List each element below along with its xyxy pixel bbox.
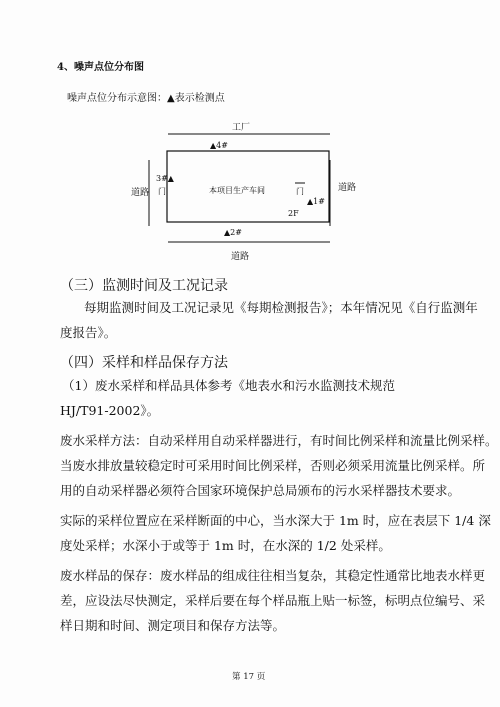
building-label: 本项目生产车间: [209, 186, 265, 195]
paragraph-line: 实际的采样位置应在采样断面的中心，当水深大于 1m 时，应在表层下 1/4 深: [60, 513, 491, 528]
section-title: （三）监测时间及工况记录: [60, 278, 228, 294]
diagram-caption: 噪声点位分布示意图：▲表示检测点: [67, 93, 225, 104]
paragraph-line: 当废水排放量较稳定时可采用时间比例采样，否则必须采用流量比例采样。所: [60, 458, 486, 473]
label-bottom-road: 道路: [231, 252, 250, 262]
noise-point-diagram: [0, 0, 500, 270]
page-number: 第 17 页: [232, 672, 266, 682]
paragraph-line: 样日期和时间、测定项目和保存方法等。: [60, 618, 286, 633]
label-factory: 工厂: [232, 123, 251, 133]
gate-left: 门: [158, 187, 166, 196]
paragraph-line: 度报告》。: [60, 325, 117, 340]
paragraph-line: 用的自动采样器必须符合国家环境保护总局颁布的污水采样器技术要求。: [60, 483, 461, 498]
paragraph-line: （1）废水采样和样品具体参考《地表水和污水监测技术规范: [62, 378, 395, 393]
point-2: ▲2#: [224, 228, 242, 237]
paragraph-line: 废水采样方法：自动采样用自动采样器进行，有时间比例采样和流量比例采样。: [60, 433, 498, 448]
paragraph-line: 每期监测时间及工况记录见《每期检测报告》；本年情况见《自行监测年: [84, 300, 478, 315]
paragraph-line: 废水样品的保存：废水样品的组成往往相当复杂，其稳定性通常比地表水样更: [60, 568, 486, 583]
paragraph-line: 差，应设法尽快测定，采样后要在每个样品瓶上贴一标签，标明点位编号、采: [60, 593, 486, 608]
point-1: ▲1#: [307, 197, 325, 206]
point-3: 3#▲: [156, 174, 174, 183]
label-right-road: 道路: [338, 183, 357, 193]
label-left-road: 道路: [131, 188, 150, 198]
section-heading: 4、噪声点位分布图: [57, 62, 144, 73]
section-title: （四）采样和样品保存方法: [60, 355, 228, 371]
floor-label: 2F: [288, 209, 299, 218]
gate-right: 门: [296, 187, 304, 196]
paragraph-line: 度处采样；水深小于或等于 1m 时，在水深的 1/2 处采样。: [60, 538, 391, 553]
paragraph-line: HJ/T91-2002》。: [60, 403, 160, 418]
point-4: ▲4#: [210, 141, 228, 150]
